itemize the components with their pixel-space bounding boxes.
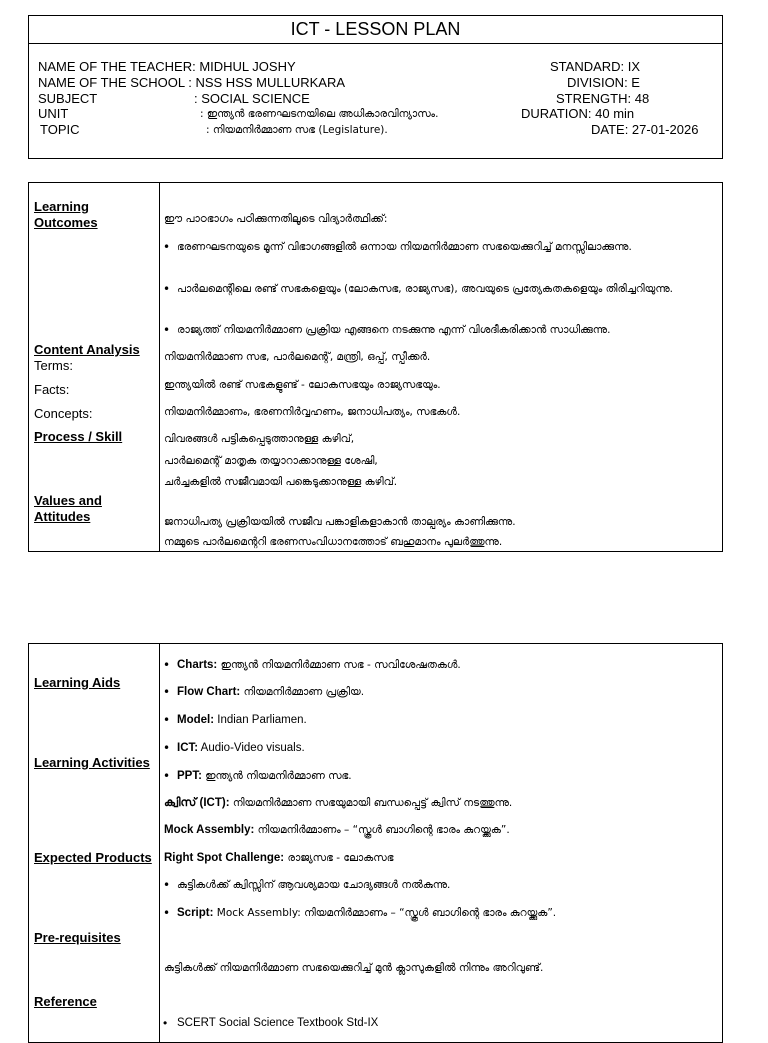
outcome-item: • പാർലമെന്റിലെ രണ്ട് സഭകളെയും (ലോകസഭ, രാജ്യസഭ), അവയുടെ പ്രത്യേകതകളെയും തിരിച്ചറിയുന്നു. — [177, 283, 710, 296]
value-item: നമ്മുടെ പാർലമെന്ററി ഭരണസംവിധാനത്തോട് ബഹുമാനം പുലർത്തുന്നു. — [164, 536, 503, 548]
label-prerequisites: Pre-requisites — [34, 930, 121, 945]
division: DIVISION: E — [567, 75, 640, 90]
aid-item: • Charts: ഇന്ത്യൻ നിയമനിർമ്മാണ സഭ - സവിശേഷതകൾ. — [177, 659, 710, 672]
skill-item: വിവരങ്ങൾ പട്ടികപ്പെടുത്താനുള്ള കഴിവ്, — [164, 433, 355, 445]
concepts-value: നിയമനിർമ്മാണം, ഭരണനിർവ്വഹണം, ജനാധിപത്യം, സഭകൾ. — [164, 406, 461, 418]
unit-value: : ഇന്ത്യൻ ഭരണഘടനയിലെ അധികാരവിന്യാസം. — [200, 108, 439, 120]
aid-item: • Flow Chart: നിയമനിർമ്മാണ പ്രക്രിയ. — [177, 686, 710, 699]
aid-item: • ICT: Audio-Video visuals. — [177, 742, 710, 755]
label-learning-outcomes: Learning Outcomes — [34, 199, 98, 230]
label-concepts: Concepts: — [34, 406, 93, 421]
terms-value: നിയമനിർമ്മാണ സഭ, പാർലമെന്റ്, മന്ത്രി, ഒപ്പ്, സ്പീക്കർ. — [164, 351, 431, 363]
skill-item: പാർലമെന്റ് മാതൃക തയ്യാറാക്കാനുള്ള ശേഷി, — [164, 455, 378, 467]
facts-value: ഇന്ത്യയിൽ രണ്ട് സഭകളുണ്ട് - ലോകസഭയും രാജ്യസഭയും. — [164, 379, 441, 391]
column-divider — [159, 644, 160, 1042]
label-facts: Facts: — [34, 382, 70, 397]
unit-label: UNIT — [38, 106, 69, 121]
topic-value: : നിയമനിർമ്മാണ സഭ (Legislature). — [206, 124, 388, 136]
topic-label: TOPIC — [40, 122, 80, 137]
prerequisites-value: കുട്ടികൾക്ക് നിയമനിർമ്മാണ സഭയെക്കുറിച്ച് മുൻ ക്ലാസുകളിൽ നിന്നും അറിവുണ്ട്. — [164, 962, 544, 974]
outcome-item: • ഭരണഘടനയുടെ മൂന്ന് വിഭാഗങ്ങളിൽ ഒന്നായ നിയമനിർമ്മാണ സഭയെക്കുറിച്ച് മനസ്സിലാക്കുന്നു. — [177, 241, 710, 254]
activity-item: Mock Assembly: നിയമനിർമ്മാണം – “സ്കൂൾ ബാഗിന്റെ ഭാരം കുറയ്ക്കുക”. — [164, 824, 510, 836]
school-name: NAME OF THE SCHOOL : NSS HSS MULLURKARA — [38, 75, 346, 90]
column-divider — [159, 183, 160, 551]
standard: STANDARD: IX — [550, 59, 641, 74]
label-terms: Terms: — [34, 358, 73, 373]
subject-label: SUBJECT — [38, 91, 98, 106]
reference-item: • SCERT Social Science Textbook Std-IX — [177, 1017, 710, 1030]
outcomes-intro: ഈ പാഠഭാഗം പഠിക്കുന്നതിലൂടെ വിദ്യാർത്ഥിക്ക്: — [164, 213, 388, 225]
page-title: ICT - LESSON PLAN — [29, 16, 722, 44]
product-item: • കുട്ടികൾക്ക് ക്വിസ്സിന് ആവശ്യമായ ചോദ്യങ്ങൾ നൽകുന്നു. — [177, 879, 710, 892]
date: DATE: 27-01-2026 — [591, 122, 699, 137]
label-expected-products: Expected Products — [34, 850, 152, 865]
strength: STRENGTH: 48 — [556, 91, 650, 106]
aid-item: • PPT: ഇന്ത്യൻ നിയമനിർമ്മാണ സഭ. — [177, 770, 710, 783]
label-learning-activities: Learning Activities — [34, 755, 150, 770]
learning-aids-table — [28, 643, 723, 1043]
label-content-analysis: Content Analysis — [34, 342, 140, 357]
outcome-item: • രാജ്യത്ത് നിയമനിർമ്മാണ പ്രക്രിയ എങ്ങനെ നടക്കുന്നു എന്ന് വിശദീകരിക്കാൻ സാധിക്കുന്നു. — [177, 324, 710, 337]
activity-item: Right Spot Challenge: രാജ്യസഭ - ലോകസഭ — [164, 852, 394, 864]
label-learning-aids: Learning Aids — [34, 675, 121, 690]
aid-item: • Model: Indian Parliamen. — [177, 714, 710, 727]
value-item: ജനാധിപത്യ പ്രക്രിയയിൽ സജീവ പങ്കാളികളാകാൻ താല്പര്യം കാണിക്കുന്നു. — [164, 516, 516, 528]
subject-value: : SOCIAL SCIENCE — [194, 91, 310, 106]
teacher-name: NAME OF THE TEACHER: MIDHUL JOSHY — [38, 59, 296, 74]
learning-outcomes-table — [28, 182, 723, 552]
activity-item: ക്വിസ് (ICT): നിയമനിർമ്മാണ സഭയുമായി ബന്ധപ്പെട്ട് ക്വിസ് നടത്തുന്നു. — [164, 797, 513, 809]
skill-item: ചർച്ചകളിൽ സജീവമായി പങ്കെടുക്കാനുള്ള കഴിവ്. — [164, 476, 398, 488]
duration: DURATION: 40 min — [521, 106, 635, 121]
label-reference: Reference — [34, 994, 97, 1009]
label-values-attitudes: Values and Attitudes — [34, 493, 102, 524]
product-item: • Script: Mock Assembly: നിയമനിർമ്മാണം – “സ്കൂൾ ബാഗിന്റെ ഭാരം കുറയ്ക്കുക”. — [177, 907, 710, 920]
lesson-plan-header — [28, 15, 723, 159]
label-process-skill: Process / Skill — [34, 429, 123, 444]
